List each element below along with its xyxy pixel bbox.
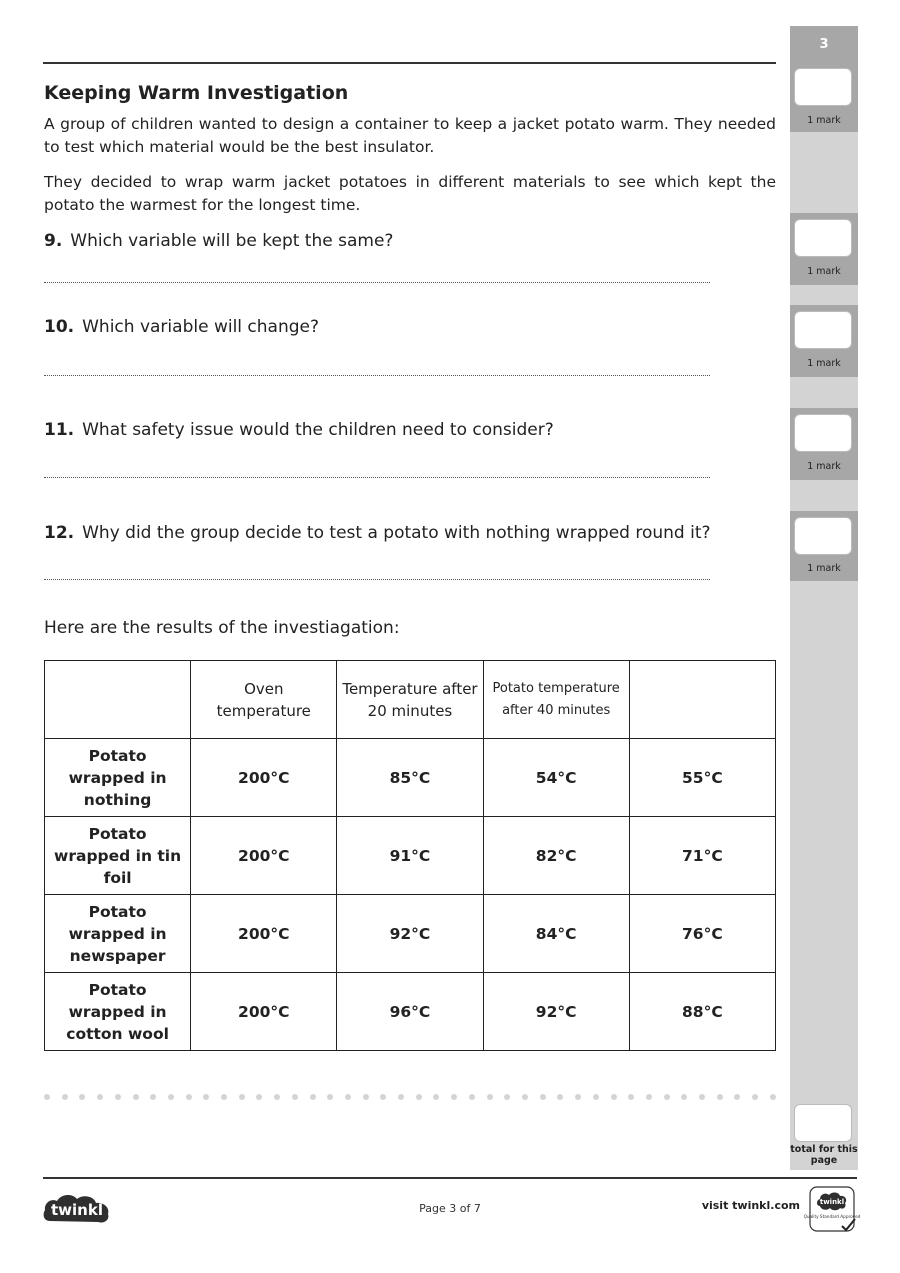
header-cell bbox=[45, 661, 191, 739]
row-label: Potato wrapped in nothing bbox=[45, 739, 191, 817]
bottom-rule bbox=[43, 1177, 857, 1179]
question-number: 9. bbox=[44, 231, 63, 251]
table-cell: 54°C bbox=[483, 739, 629, 817]
table-cell: 200°C bbox=[191, 973, 337, 1051]
mark-label: 1 mark bbox=[807, 115, 841, 126]
table-cell: 92°C bbox=[483, 973, 629, 1051]
table-cell: 85°C bbox=[337, 739, 483, 817]
question-10 bbox=[44, 317, 319, 337]
badge-logo-text: twinkl bbox=[819, 1198, 845, 1206]
mark-label: 1 mark bbox=[807, 461, 841, 472]
header-cell: Potato temperature after 40 minutes bbox=[483, 661, 629, 739]
question-number: 10. bbox=[44, 317, 75, 337]
table-cell: 200°C bbox=[191, 739, 337, 817]
mark-label: 1 mark bbox=[807, 358, 841, 369]
answer-line-9[interactable] bbox=[44, 282, 710, 283]
mark-label: 1 mark bbox=[807, 266, 841, 277]
top-rule bbox=[43, 62, 776, 64]
table-cell: 200°C bbox=[191, 895, 337, 973]
answer-line-12[interactable] bbox=[44, 579, 710, 580]
table-row bbox=[45, 895, 776, 973]
results-table bbox=[44, 660, 776, 1051]
row-label: Potato wrapped in cotton wool bbox=[45, 973, 191, 1051]
table-header-row bbox=[45, 661, 776, 739]
table-row bbox=[45, 973, 776, 1051]
table-row bbox=[45, 739, 776, 817]
table-row bbox=[45, 817, 776, 895]
table-cell: 200°C bbox=[191, 817, 337, 895]
question-11 bbox=[44, 420, 554, 440]
row-label: Potato wrapped in newspaper bbox=[45, 895, 191, 973]
question-text: Why did the group decide to test a potato with nothing wrapped round it? bbox=[82, 523, 711, 543]
table-cell: 91°C bbox=[337, 817, 483, 895]
table-cell: 96°C bbox=[337, 973, 483, 1051]
badge-text: Quality Standard Approved bbox=[803, 1214, 861, 1219]
results-intro: Here are the results of the investiagation: bbox=[44, 618, 400, 638]
mark-box[interactable] bbox=[794, 219, 852, 257]
table-cell: 71°C bbox=[629, 817, 775, 895]
mark-box[interactable] bbox=[794, 517, 852, 555]
table-cell: 82°C bbox=[483, 817, 629, 895]
header-cell: Temperature after 20 minutes bbox=[337, 661, 483, 739]
question-9 bbox=[44, 231, 393, 251]
mark-box[interactable] bbox=[794, 414, 852, 452]
intro-paragraph-2: They decided to wrap warm jacket potatoes in different materials to see which kept the potato the warmest for the longest time. bbox=[44, 173, 776, 214]
quality-badge bbox=[803, 1186, 861, 1234]
question-12 bbox=[44, 523, 711, 543]
question-text: What safety issue would the children need to consider? bbox=[82, 420, 554, 440]
margin-page-number: 3 bbox=[790, 26, 858, 62]
mark-box[interactable] bbox=[794, 68, 852, 106]
question-number: 11. bbox=[44, 420, 75, 440]
visit-link[interactable]: visit twinkl.com bbox=[701, 1199, 800, 1212]
table-cell: 84°C bbox=[483, 895, 629, 973]
table-cell: 92°C bbox=[337, 895, 483, 973]
table-cell: 55°C bbox=[629, 739, 775, 817]
mark-box[interactable] bbox=[794, 311, 852, 349]
total-mark-box[interactable] bbox=[794, 1104, 852, 1142]
twinkl-logo[interactable] bbox=[42, 1191, 112, 1225]
page-indicator: Page 3 of 7 bbox=[419, 1202, 481, 1215]
row-label: Potato wrapped in tin foil bbox=[45, 817, 191, 895]
question-number: 12. bbox=[44, 523, 75, 543]
logo-text: twinkl bbox=[51, 1201, 103, 1219]
intro-paragraph-1: A group of children wanted to design a container to keep a jacket potato warm. They needed to test which material would be the best insulator. bbox=[44, 115, 776, 156]
page-title: Keeping Warm Investigation bbox=[44, 82, 349, 104]
table-cell: 88°C bbox=[629, 973, 775, 1051]
answer-line-10[interactable] bbox=[44, 375, 710, 376]
dotted-divider bbox=[44, 1094, 776, 1106]
question-text: Which variable will change? bbox=[82, 317, 320, 337]
header-cell: Oven temperature bbox=[191, 661, 337, 739]
mark-label: 1 mark bbox=[807, 563, 841, 574]
question-text: Which variable will be kept the same? bbox=[70, 231, 394, 251]
total-label: total for this page bbox=[790, 1144, 858, 1166]
answer-line-11[interactable] bbox=[44, 477, 710, 478]
header-cell-empty[interactable] bbox=[629, 661, 775, 739]
table-cell: 76°C bbox=[629, 895, 775, 973]
marking-column bbox=[790, 26, 858, 1170]
